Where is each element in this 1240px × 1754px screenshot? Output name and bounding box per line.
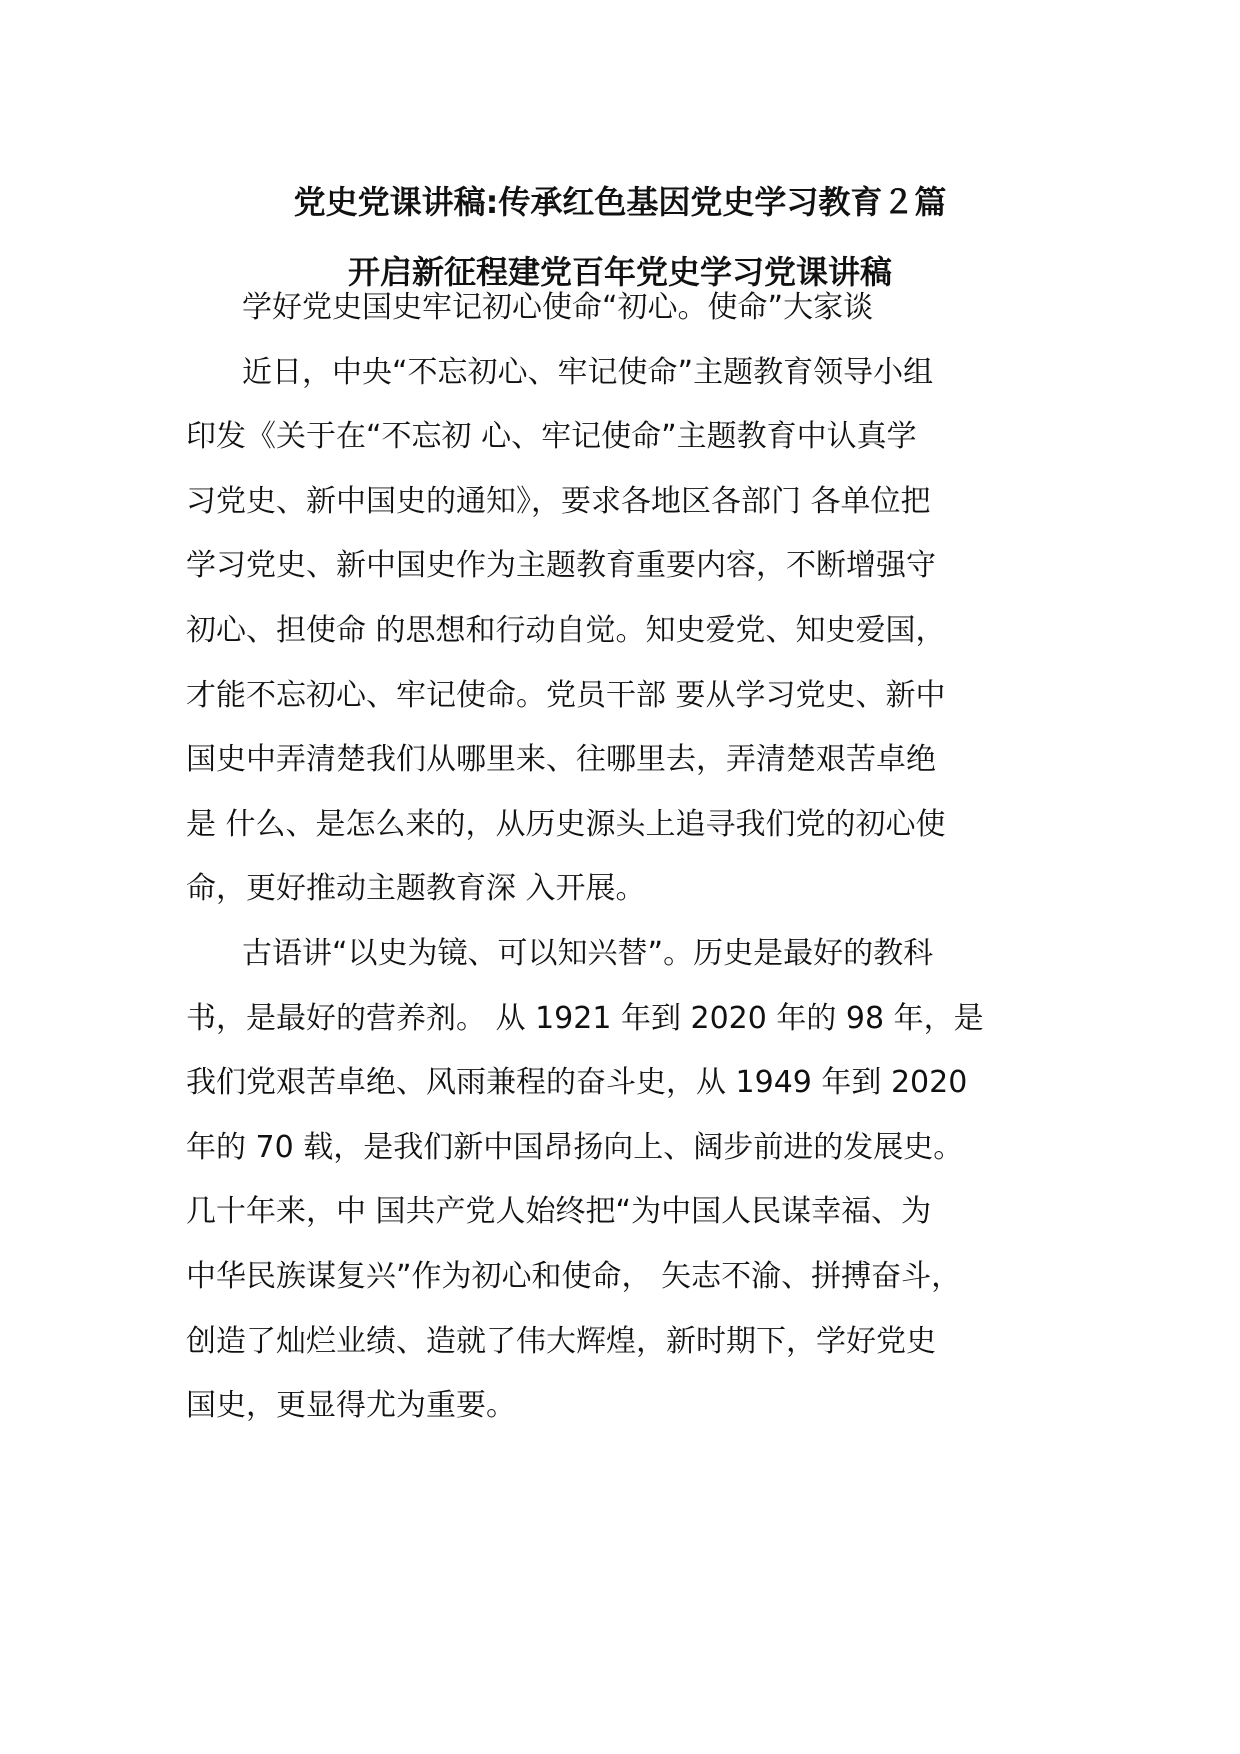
paragraph-line: 学习党史、新中国史作为主题教育重要内容，不断增强守: [186, 548, 936, 584]
paragraph-line: 几十年来，中 国共产党人始终把“为中国人民谋幸福、为: [186, 1194, 932, 1230]
paragraph-first-line: 近日，中央“不忘初心、牢记使命”主题教育领导小组: [242, 354, 934, 390]
paragraph-line: 初心、担使命 的思想和行动自觉。知史爱党、知史爱国，: [186, 612, 946, 648]
paragraph-line: 习党史、新中国史的通知》，要求各地区各部门 各单位把: [186, 483, 931, 519]
paragraph-line: 我们党艰苦卓绝、风雨兼程的奋斗史，从 1949 年到 2020: [186, 1065, 968, 1101]
paragraph-line: 印发《关于在“不忘初 心、牢记使命”主题教育中认真学: [186, 419, 917, 455]
paragraph-line: 才能不忘初心、牢记使命。党员干部 要从学习党史、新中: [186, 677, 946, 713]
paragraph-line: 年的 70 载，是我们新中国昂扬向上、阔步前进的发展史。: [186, 1129, 964, 1165]
paragraph-line: 命，更好推动主题教育深 入开展。: [186, 871, 646, 907]
paragraph-line: 国史，更显得尤为重要。: [186, 1388, 516, 1424]
paragraph-first-line: 古语讲“以史为镜、可以知兴替”。历史是最好的教科: [242, 935, 934, 971]
paragraph-line: 是 什么、是怎么来的，从历史源头上追寻我们党的初心使: [186, 806, 946, 842]
paragraph-line: 国史中弄清楚我们从哪里来、往哪里去，弄清楚艰苦卓绝: [186, 742, 936, 778]
document-body: [186, 276, 1066, 1439]
paragraph-line: 中华民族谋复兴”作为初心和使命， 矢志不渝、拼搏奋斗，: [186, 1258, 962, 1294]
paragraph-first-line: 学好党史国史牢记初心使命“初心。使命”大家谈: [242, 290, 874, 325]
document-subtitle: 开启新征程建党百年党史学习党课讲稿: [347, 253, 892, 291]
document-title: 党史党课讲稿:传承红色基因党史学习教育２篇: [293, 183, 947, 221]
paragraph-line: 书，是最好的营养剂。 从 1921 年到 2020 年的 98 年，是: [186, 1000, 984, 1036]
paragraph-line: 创造了灿烂业绩、造就了伟大辉煌，新时期下，学好党史: [186, 1323, 936, 1359]
